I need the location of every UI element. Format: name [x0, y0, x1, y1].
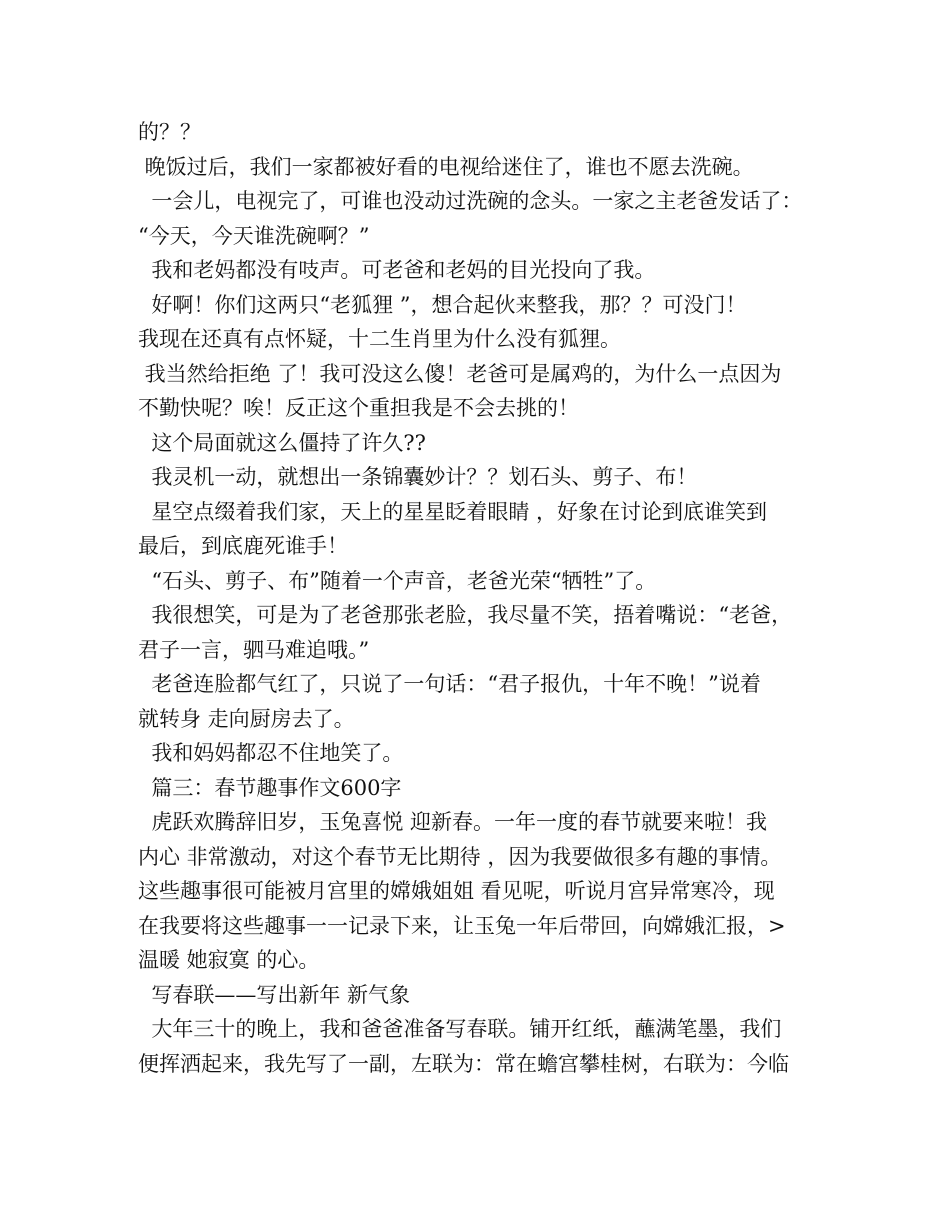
section-heading: 篇三：春节趣事作文600字 — [138, 775, 402, 800]
text-line: 老爸连脸都气红了，只说了一句话：“君子报仇，十年不晚！”说着 — [138, 672, 761, 696]
text-line: 就转身 走向厨房去了。 — [138, 706, 355, 731]
text-line: 君子一言，驷马难追哦。” — [138, 637, 370, 662]
text-line: 温暖 她寂寞 的心。 — [138, 948, 320, 972]
text-line: 晚饭过后，我们一家都被好看的电视给迷住了，谁也不愿去洗碗。 — [138, 154, 754, 179]
text-line: 在我要将这些趣事一一记录下来，让玉兔一年后带回，向嫦娥汇报，> — [138, 913, 786, 938]
text-line: 我现在还真有点怀疑，十二生肖里为什么没有狐狸。 — [138, 327, 621, 351]
text-line: 这个局面就这么僵持了许久?? — [138, 430, 426, 455]
text-line: 最后，到底鹿死谁手！ — [138, 534, 348, 558]
text-line: 一会儿，电视完了，可谁也没动过洗碗的念头。一家之主老爸发话了： — [138, 189, 803, 213]
text-line: 这些趣事很可能被月宫里的嫦娥姐姐 看见呢，听说月宫异常寒冷，现 — [138, 879, 775, 903]
text-line: 我和妈妈都忍不住地笑了。 — [138, 741, 404, 765]
text-line: 虎跃欢腾辞旧岁，玉兔喜悦 迎新春。一年一度的春节就要来啦！我 — [138, 810, 768, 834]
text-line: 内心 非常激动，对这个春节无比期待 ，因为我要做很多有趣的事情。 — [138, 844, 782, 869]
text-line: 好啊！你们这两只“老狐狸 ”，想合起伙来整我，那？？可没门！ — [138, 292, 747, 317]
text-line: “今天，今天谁洗碗啊？” — [138, 223, 370, 248]
text-line: 的？？ — [138, 120, 201, 144]
text-line: 我很想笑，可是为了老爸那张老脸，我尽量不笑，捂着嘴说：“老爸， — [138, 603, 793, 627]
text-line: “石头、剪子、布”随着一个声音，老爸光荣“牺牲”了。 — [138, 568, 657, 593]
text-line: 便挥洒起来，我先写了一副，左联为：常在蟾宫攀桂树，右联为：今临 — [138, 1051, 789, 1076]
subheading: 写春联——写出新年 新气象 — [138, 982, 411, 1007]
text-line: 我灵机一动，就想出一条锦囊妙计？？划石头、剪子、布！ — [138, 465, 698, 489]
text-line: 星空点缀着我们家，天上的星星眨着眼睛 ，好象在讨论到底谁笑到 — [138, 499, 768, 524]
text-line: 我当然给拒绝 了！我可没这么傻！老爸可是属鸡的，为什么一点因为 — [138, 361, 782, 386]
text-line: 大年三十的晚上，我和爸爸准备写春联。铺开红纸，蘸满笔墨，我们 — [138, 1017, 782, 1041]
text-line: 不勤快呢？唉！反正这个重担我是不会去挑的！ — [138, 396, 579, 420]
text-line: 我和老妈都没有吱声。可老爸和老妈的目光投向了我。 — [138, 258, 656, 282]
